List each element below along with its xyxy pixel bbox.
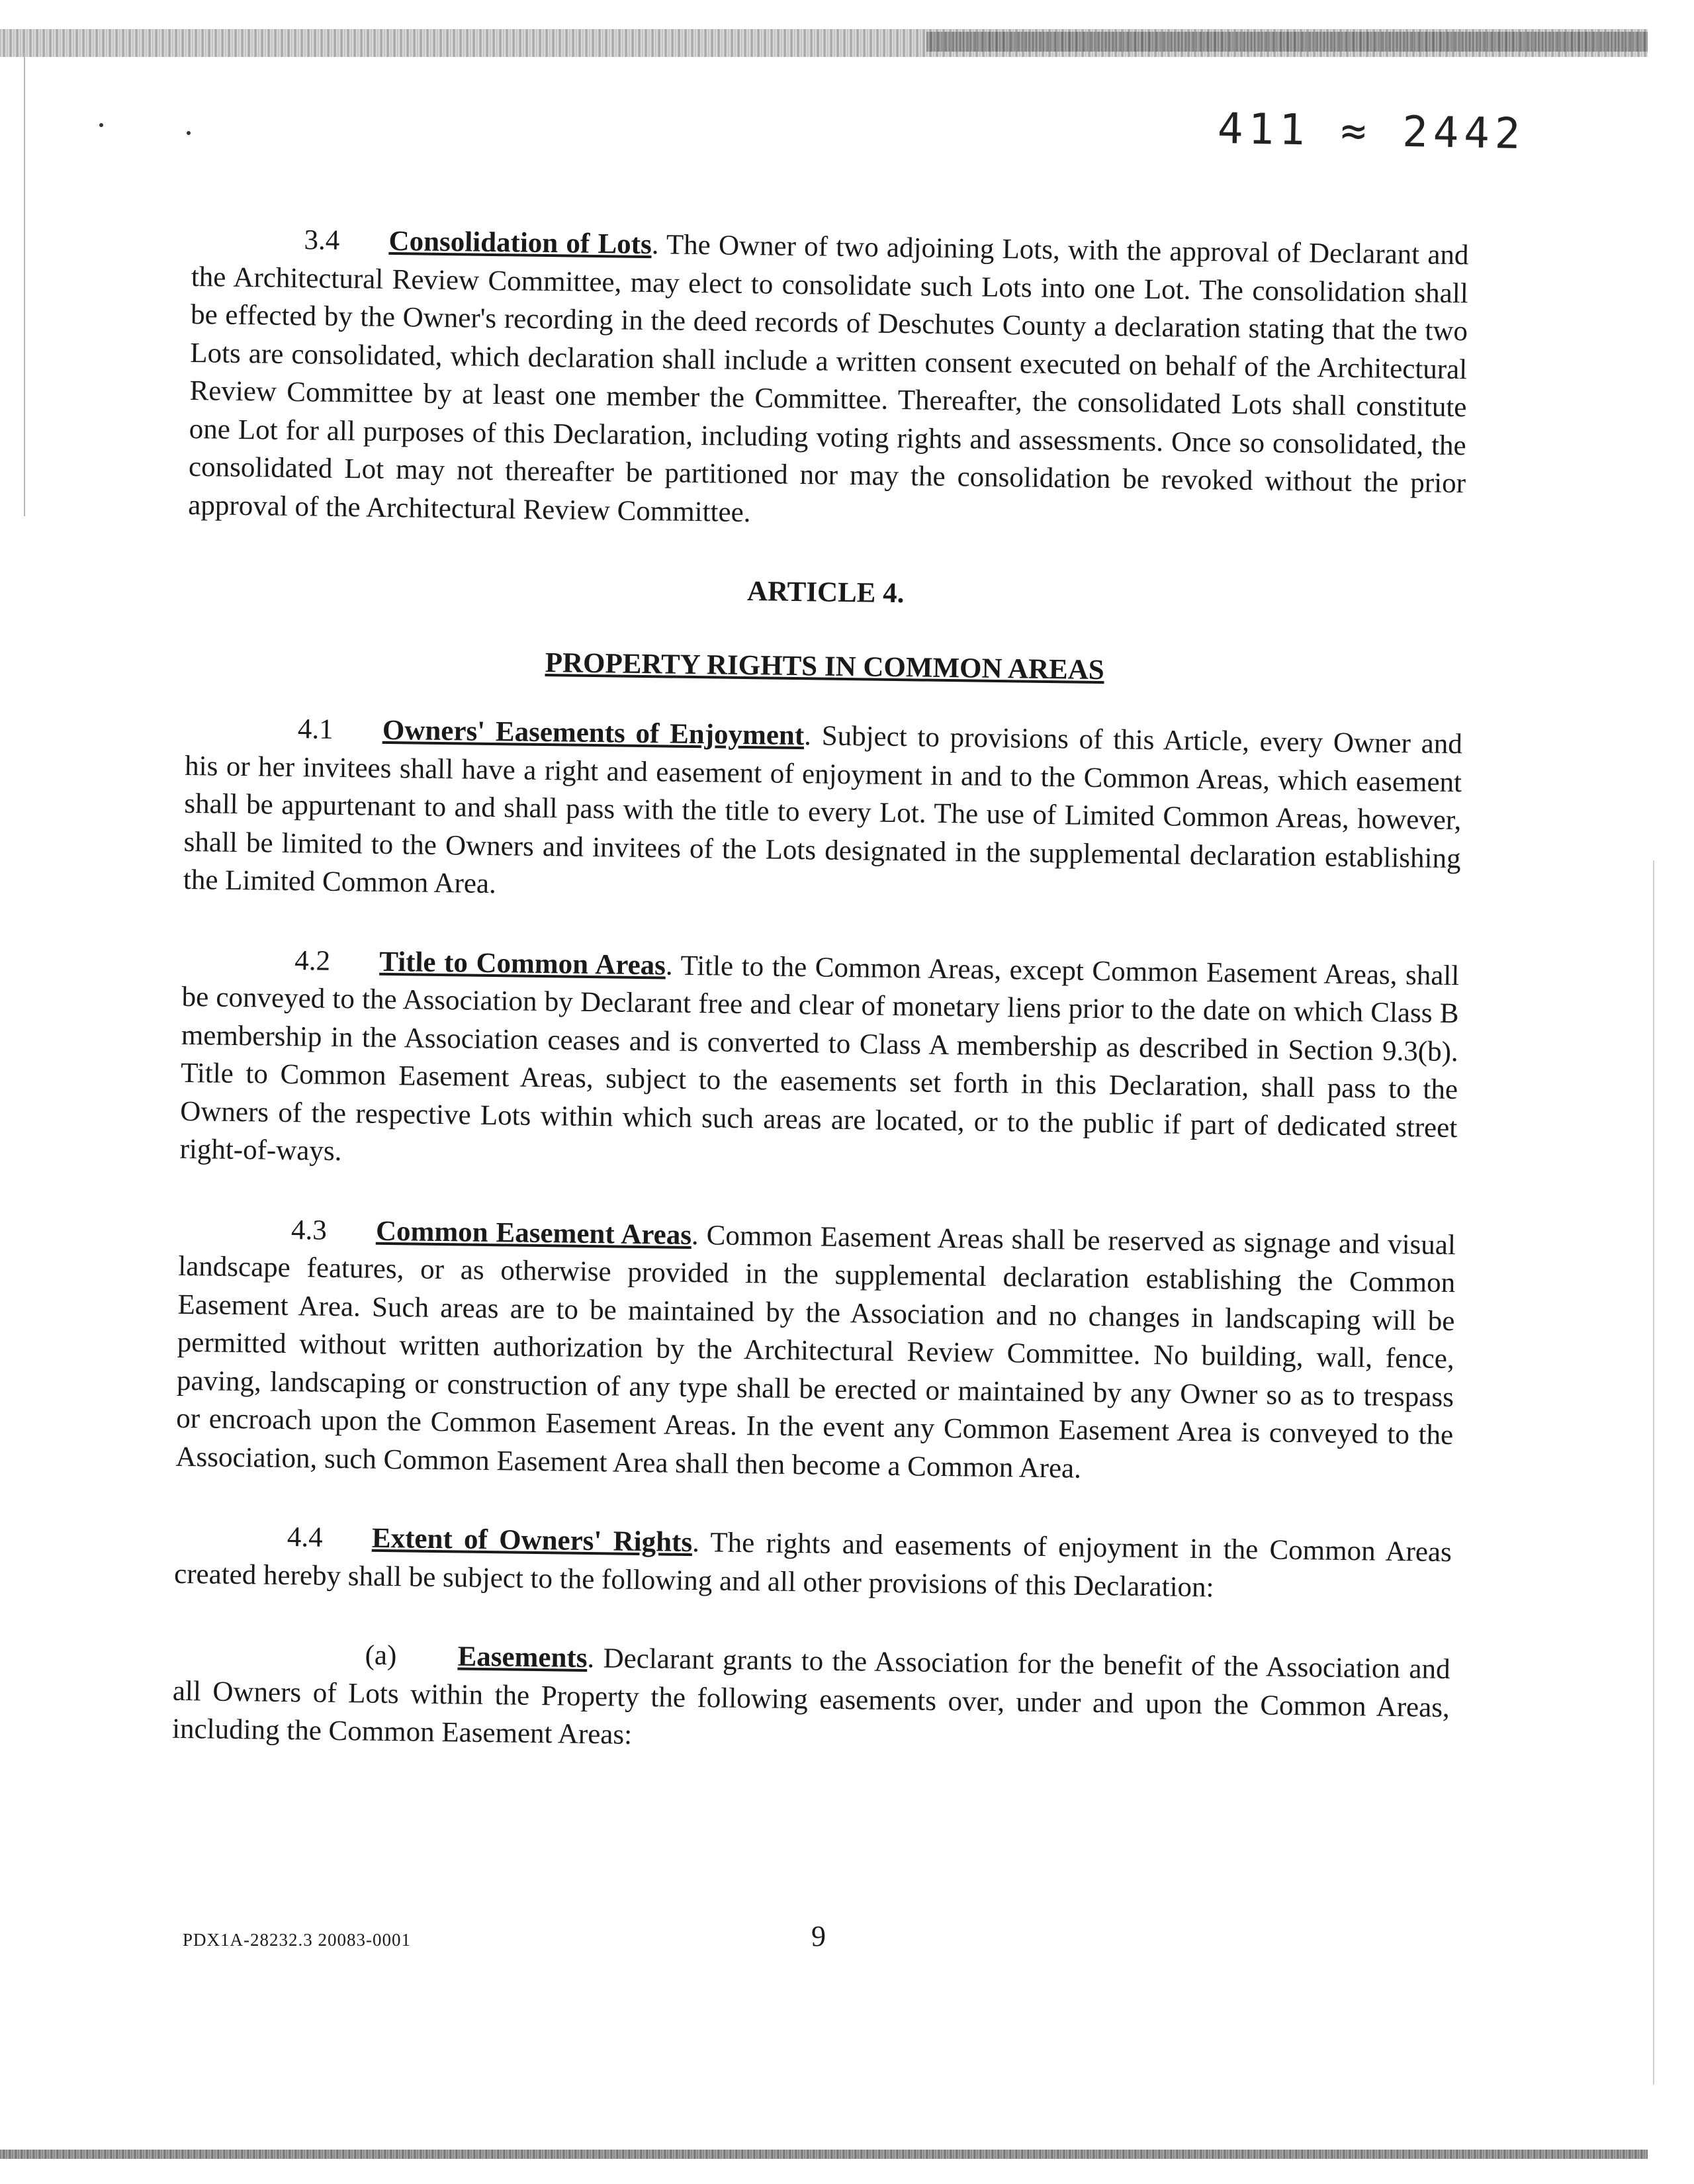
subsection-number: (a) [365, 1639, 397, 1672]
section-heading: Owners' Easements of Enjoyment [382, 714, 805, 752]
scan-edge-bottom [0, 2150, 1648, 2159]
section-text: . The Owner of two adjoining Lots, with the approval of Declarant and the Architectural Review Committee, may elect to consolidate such Lots into one Lot. The consolidation shall be effected by the Owner's recording in the deed records of Deschutes County a declaration stating that the two Lots are consolidated, which declaration shall include a written consent executed on behalf of the Architectural Review Committee by at least one member the Committee. Thereafter, the consolidated Lots shall constitute one Lot for all purposes of this Declaration, including voting rights and assessments. Once so consolidated, the consolidated Lot may not thereafter be partitioned nor may the consolidation be revoked without the prior approval of the Architectural Review Committee. [188, 229, 1469, 528]
section-number: 4.3 [290, 1214, 328, 1246]
section-text: . Title to the Common Areas, except Common Easement Areas, shall be conveyed to the Association by Declarant free and clear of monetary liens prior to the date on which Class B membership in the Association ceases and is converted to Class A membership as described in Section 9.3(b). Title to Common Easement Areas, subject to the easements set forth in this Declaration, shall pass to the Owners of the respective Lots within which such areas are located, or to the public if part of dedicated street right-of-ways. [179, 949, 1460, 1167]
section-4-2 [179, 940, 1459, 1185]
recording-stamp [1217, 105, 1526, 159]
subsection-4-4-a [172, 1634, 1450, 1765]
scan-speck [187, 131, 191, 135]
section-heading: Consolidation of Lots [388, 225, 652, 261]
section-number: 4.4 [287, 1522, 324, 1553]
scan-margin-line-left [24, 53, 25, 516]
subsection-heading: Easements [457, 1641, 588, 1674]
scan-speck [99, 123, 103, 127]
footer-page-number: 9 [811, 1920, 826, 1952]
document-body [171, 220, 1469, 1806]
scan-edge-top-dark [926, 32, 1648, 52]
section-number: 4.1 [297, 713, 334, 745]
section-number: 4.2 [294, 944, 331, 977]
subsection-text: . Declarant grants to the Association for the benefit of the Association and all Owners of Lots within the Property the following easements over, under and upon the Common Areas, including the Common Easement Areas: [171, 1643, 1450, 1751]
section-4-4 [174, 1517, 1452, 1610]
section-text: . Common Easement Areas shall be reserved as signage and visual landscape features, or as otherwise provided in the supplemental declaration establishing the Common Easement Area. Such areas are to be maintained by the Association and no changes in landscaping will be permitted without written authorization by the Architectural Review Committee. No building, wall, fence, paving, landscaping or construction of any type shall be erected or maintained by any Owner so as to trespass or encroach upon the Common Easement Areas. In the event any Common Easement Area is conveyed to the Association, such Common Easement Area shall then become a Common Area. [175, 1219, 1456, 1484]
section-number: 3.4 [304, 224, 340, 256]
section-heading: Extent of Owners' Rights [371, 1522, 693, 1559]
footer-document-id: PDX1A-28232.3 20083-0001 [183, 1930, 411, 1950]
section-heading: Common Easement Areas [375, 1215, 692, 1251]
section-heading: Title to Common Areas [379, 946, 666, 981]
article-label: ARTICLE 4. [746, 576, 905, 610]
section-text: . The rights and easements of enjoyment in the Common Areas created hereby shall be subject to the following and all other provisions of this Declaration: [173, 1527, 1452, 1603]
section-text: . Subject to provisions of this Article, every Owner and his or her invitees shall have a right and easement of enjoyment in and to the Common Areas, which easement shall be appurtenant to and shall pass with the title to every Lot. The use of Limited Common Areas, however, shall be limited to the Owners and invitees of the Lots designated in the supplemental declaration establishing the Limited Common Area. [183, 720, 1463, 900]
stamp-separator: ≈ [1340, 107, 1372, 156]
scan-margin-line-right [1653, 860, 1654, 2085]
section-3-4 [188, 220, 1469, 541]
section-4-3 [175, 1209, 1456, 1492]
stamp-page-number: 2442 [1402, 107, 1526, 159]
article-title: PROPERTY RIGHTS IN COMMON AREAS [545, 647, 1105, 686]
section-4-1 [183, 709, 1463, 916]
stamp-book-number: 411 [1217, 104, 1311, 156]
